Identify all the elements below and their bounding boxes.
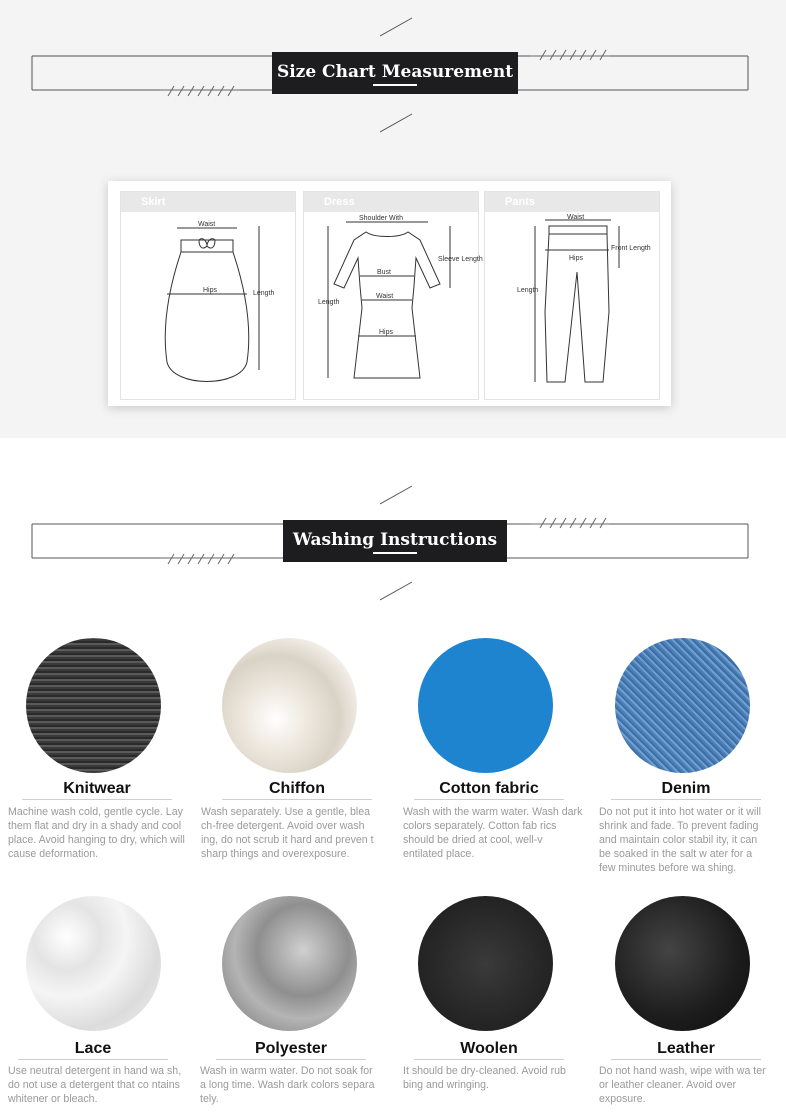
wash-item-desc: Machine wash cold, gentle cycle. Lay them flat and dry in a shady and cool place. Avoid hanging to dry, which will cause deformation. — [8, 806, 185, 860]
chiffon-swatch — [222, 638, 357, 773]
skirt-diagram — [121, 212, 295, 399]
size-chart-title: Size Chart Measurement — [272, 52, 518, 94]
dress-hips-label: Hips — [379, 329, 394, 336]
pants-front-label: Front Length — [611, 245, 651, 252]
skirt-panel — [120, 191, 296, 400]
dress-panel-title: Dress — [304, 192, 478, 212]
pants-hips-label: Hips — [569, 255, 584, 262]
pants-waist-label: Waist — [567, 214, 585, 221]
leather-swatch — [615, 896, 750, 1031]
dress-shoulder-label: Shoulder With — [359, 215, 403, 222]
wash-item-title: Denim — [611, 780, 761, 800]
skirt-waist-label: Waist — [198, 221, 216, 228]
wash-item-desc: Do not put it into hot water or it will shrink and fade. To prevent fading and maintain color stabil ity, it can be soaked in the salt w ater for a few minutes before wa shing. — [599, 806, 761, 874]
wash-item-title: Knitwear — [22, 780, 172, 800]
pants-panel-title: Pants — [485, 192, 659, 212]
polyester-swatch — [222, 896, 357, 1031]
knitwear-swatch — [26, 638, 161, 773]
size-chart-banner — [0, 10, 786, 150]
washing-banner — [0, 478, 786, 618]
pants-panel — [484, 191, 660, 400]
wash-item-desc: Use neutral detergent in hand wa sh, do not use a detergent that co ntains whitener or bleach. — [8, 1065, 182, 1105]
wash-item-title: Lace — [18, 1040, 168, 1060]
skirt-panel-title: Skirt — [121, 192, 295, 212]
size-chart-card — [108, 181, 671, 406]
dress-diagram — [304, 212, 483, 399]
wash-item-desc: It should be dry-cleaned. Avoid rub bing and wringing. — [403, 1065, 566, 1091]
lace-swatch — [26, 896, 161, 1031]
denim-swatch — [615, 638, 750, 773]
dress-panel — [303, 191, 483, 400]
dress-length-label: Length — [318, 299, 340, 306]
pants-length-label: Length — [517, 287, 539, 294]
wash-item-title: Chiffon — [222, 780, 372, 800]
washing-title: Washing Instructions — [283, 520, 507, 562]
wash-item-title: Cotton fabric — [414, 780, 564, 800]
wash-item-title: Woolen — [414, 1040, 564, 1060]
skirt-hips-label: Hips — [203, 287, 218, 294]
wash-item-title: Leather — [611, 1040, 761, 1060]
woolen-swatch — [418, 896, 553, 1031]
wash-item-desc: Wash with the warm water. Wash dark colors separately. Cotton fab rics should be dried at cool, well-v entilated place. — [403, 806, 583, 860]
skirt-length-label: Length — [253, 290, 275, 297]
dress-bust-label: Bust — [377, 269, 392, 276]
dress-waist-label: Waist — [376, 293, 394, 300]
pants-diagram — [485, 212, 659, 399]
wash-item-title: Polyester — [216, 1040, 366, 1060]
wash-item-desc: Wash in warm water. Do not soak for a long time. Wash dark colors separa tely. — [200, 1065, 375, 1105]
wash-item-desc: Do not hand wash, wipe with wa ter or leather cleaner. Avoid over exposure. — [599, 1065, 766, 1105]
cotton-swatch — [418, 638, 553, 773]
wash-item-desc: Wash separately. Use a gentle, blea ch-free detergent. Avoid over wash ing, do not scrub it hard and preven t sharp things and overexposure. — [201, 806, 374, 860]
dress-sleeve-label: Sleeve Length — [438, 256, 483, 263]
